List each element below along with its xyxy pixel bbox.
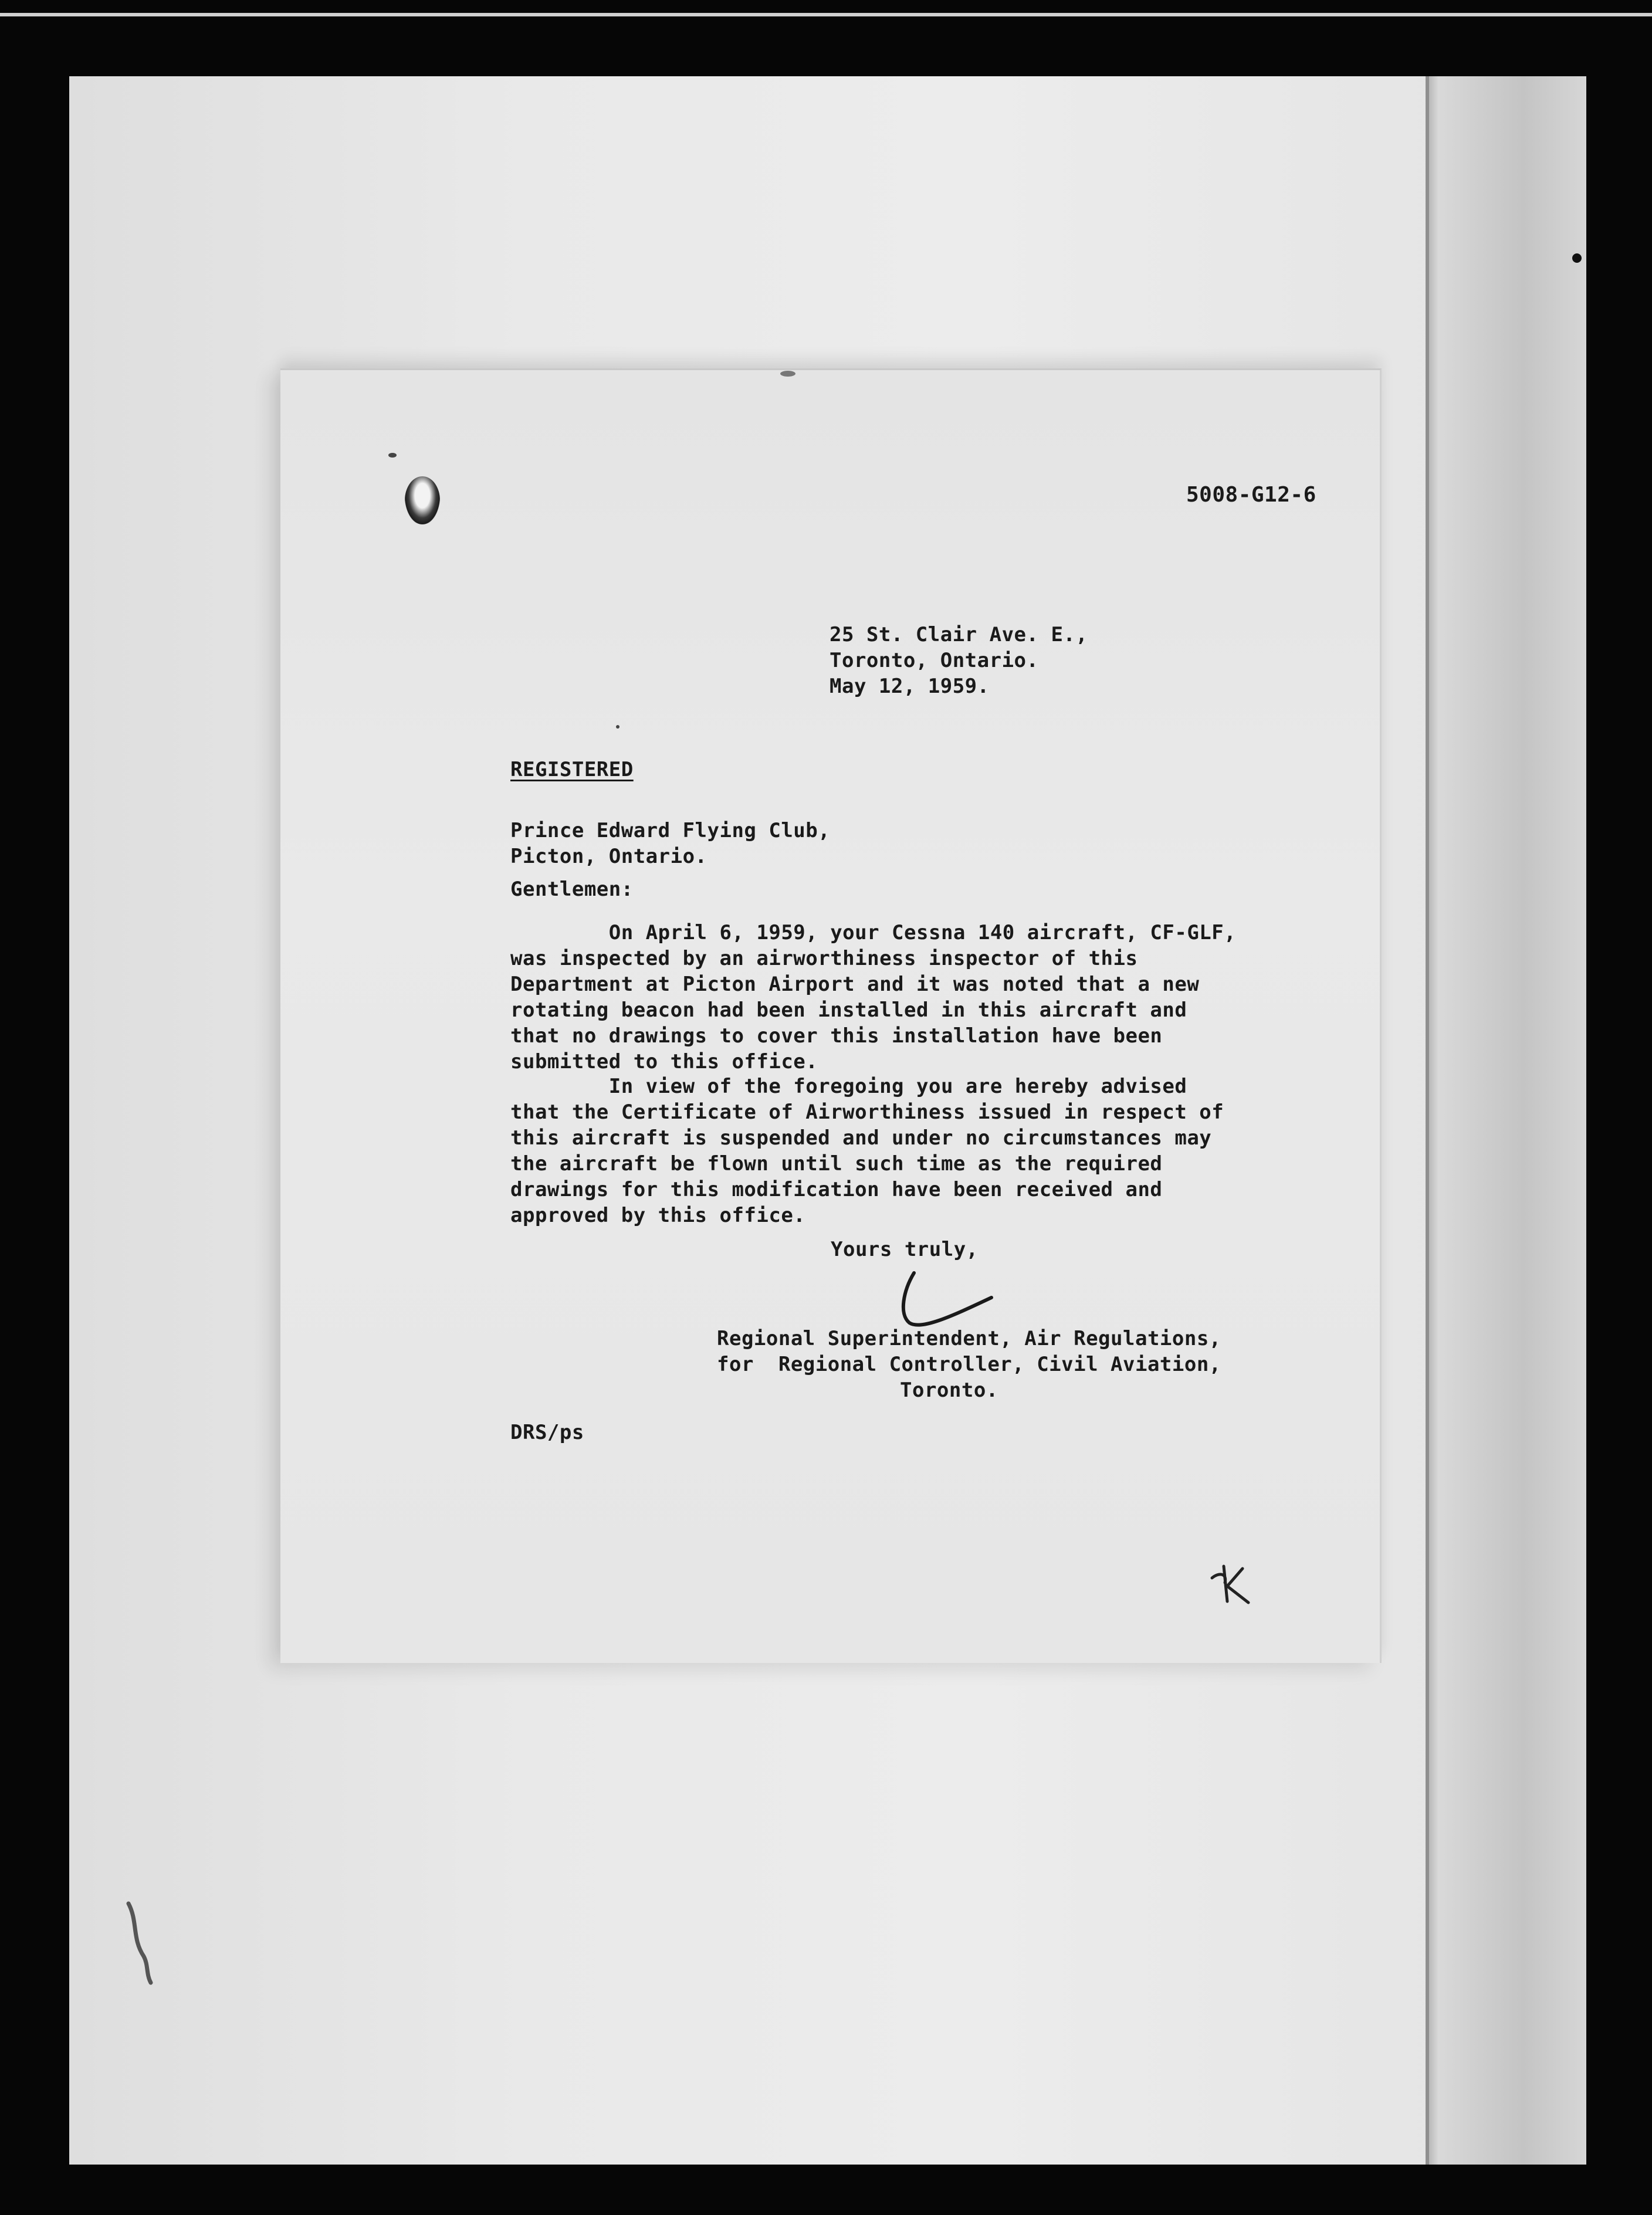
signatory-title: Regional Superintendent, Air Regulations, (717, 1327, 1221, 1350)
body-line: In view of the foregoing you are hereby advised (510, 1075, 1187, 1098)
body-line: rotating beacon had been installed in this aircraft and (510, 998, 1187, 1022)
signatory-location: Toronto. (900, 1379, 998, 1402)
signatory-block (717, 1326, 1221, 1403)
body-paragraph-2 (510, 1073, 1224, 1228)
sender-address (830, 622, 1088, 699)
body-line: approved by this office. (510, 1204, 806, 1227)
speck (388, 453, 397, 458)
body-line: this aircraft is suspended and under no circumstances may (510, 1126, 1212, 1150)
body-line: that the Certificate of Airworthiness issued in respect of (510, 1100, 1224, 1124)
film-edge-line (0, 13, 1652, 16)
salutation: Gentlemen: (510, 878, 634, 901)
signatory-title: for Regional Controller, Civil Aviation, (717, 1353, 1221, 1376)
body-line: was inspected by an airworthiness inspector of this (510, 947, 1138, 970)
handwritten-check-mark (1207, 1560, 1254, 1607)
body-line: Department at Picton Airport and it was noted that a new (510, 973, 1200, 996)
body-line: that no drawings to cover this installation have been (510, 1024, 1163, 1048)
binding-dot (1572, 253, 1582, 263)
scan-scratch (120, 1898, 161, 1986)
address-line: Toronto, Ontario. (830, 649, 1039, 672)
typist-initials: DRS/ps (510, 1421, 584, 1444)
body-line: the aircraft be flown until such time as the required (510, 1152, 1163, 1176)
binding-strip (1426, 76, 1586, 2165)
address-line: 25 St. Clair Ave. E., (830, 623, 1088, 646)
file-reference: 5008-G12-6 (1186, 483, 1316, 507)
speck (780, 371, 795, 377)
body-line: On April 6, 1959, your Cessna 140 aircraft, CF-GLF, (510, 921, 1237, 944)
speck (616, 725, 620, 729)
body-paragraph-1 (510, 920, 1236, 1075)
registered-label: REGISTERED (510, 758, 634, 781)
recipient-address (510, 818, 830, 869)
body-line: drawings for this modification have been received and (510, 1178, 1163, 1201)
letter-date: May 12, 1959. (830, 675, 990, 698)
punch-hole (405, 476, 440, 524)
closing: Yours truly, (831, 1238, 979, 1261)
recipient-line: Prince Edward Flying Club, (510, 819, 831, 842)
body-line: submitted to this office. (510, 1050, 818, 1073)
recipient-line: Picton, Ontario. (510, 845, 707, 868)
